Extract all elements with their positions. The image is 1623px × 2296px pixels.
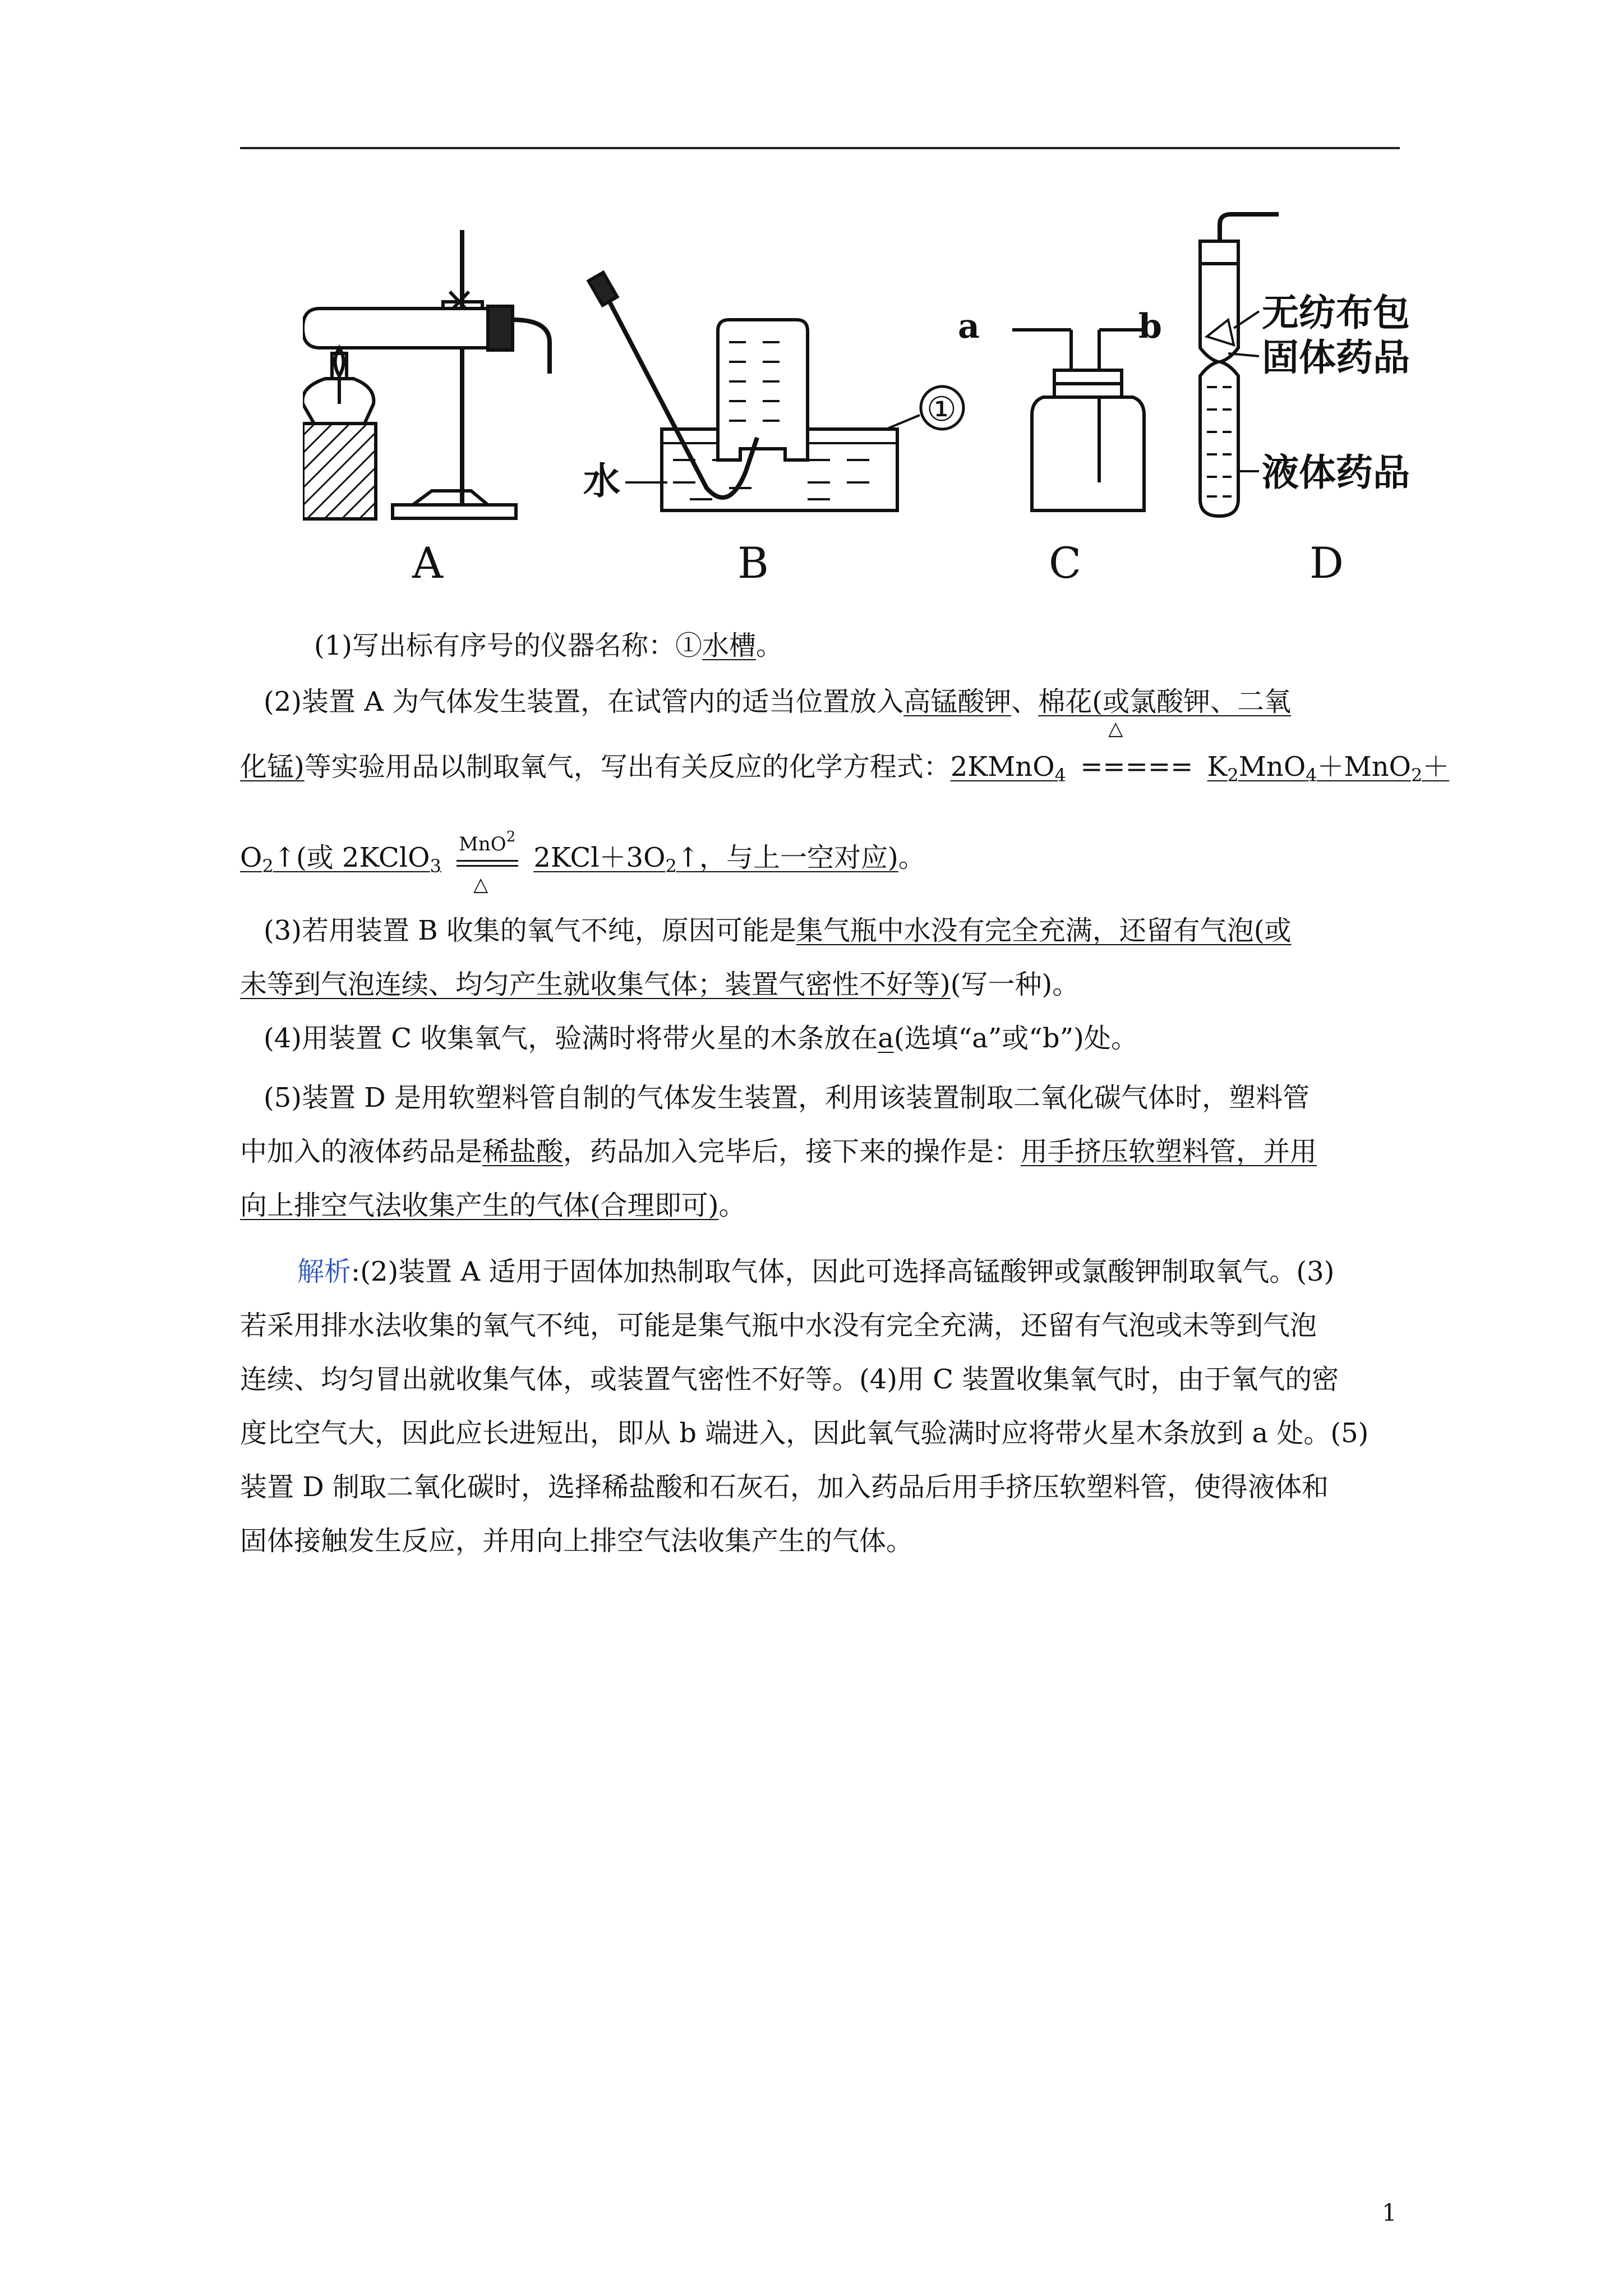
water-label: 水	[583, 459, 620, 503]
analysis-line2: 若采用排水法收集的氧气不纯，可能是集气瓶中水没有完全充满，还留有气泡或未等到气泡	[240, 1310, 1317, 1341]
q2-answer-2a: 棉花(或氯酸钾、二氧	[1038, 686, 1291, 717]
q3-answer-a: 集气瓶中水没有完全充满，还留有气泡(或	[796, 915, 1292, 946]
port-b-label: b	[1138, 307, 1162, 346]
analysis-line5: 装置 D 制取二氧化碳时，选择稀盐酸和石灰石，加入药品后用手挤压软塑料管，使得液体和	[240, 1471, 1329, 1503]
question-5-line1: (5)装置 D 是用软塑料管自制的气体发生装置，利用该装置制取二氧化碳气体时，塑料管	[264, 1082, 1310, 1114]
q5-answer-2b: 向上排空气法收集产生的气体(合理即可)	[240, 1190, 719, 1221]
q5-answer-2a: 用手挤压软塑料管，并用	[1021, 1136, 1317, 1167]
question-2-line1: (2)装置 A 为气体发生装置，在试管内的适当位置放入高锰酸钾、棉花(或氯酸钾、二氧	[264, 686, 1291, 717]
equation-1-condition: △ =====	[1080, 717, 1193, 783]
analysis-line1: 解析:(2)装置 A 适用于固体加热制取气体，因此可选择高锰酸钾或氯酸钾制取氧气。(3)	[297, 1256, 1335, 1287]
analysis-line4: 度比空气大，因此应长进短出，即从 b 端进入，因此氧气验满时应将带火星木条放到 a 处。(5)	[240, 1418, 1369, 1449]
apparatus-c	[1012, 330, 1147, 510]
equation-2-condition: MnO$^2$ △	[457, 864, 518, 867]
apparatus-a	[303, 230, 550, 519]
question-5-line3: 向上排空气法收集产生的气体(合理即可)。	[240, 1190, 746, 1221]
port-a-label: a	[958, 307, 980, 346]
label-b: B	[737, 538, 769, 588]
q4-answer: a	[878, 1023, 894, 1054]
q1-answer: 水槽	[702, 630, 757, 661]
solid-label: 固体药品	[1262, 335, 1410, 379]
question-2-line2: 化锰)等实验用品以制取氧气，写出有关反应的化学方程式：2KMnO$_4$ △ ===== $K_2MnO_4+MnO_2+$	[240, 717, 1450, 786]
liquid-label: 液体药品	[1262, 450, 1410, 494]
question-3-line2: 未等到气泡连续、均匀产生就收集气体；装置气密性不好等)(写一种)。	[240, 969, 1080, 1000]
apparatus-figure	[303, 208, 1503, 606]
analysis-label: 解析	[297, 1256, 352, 1287]
question-3-line1: (3)若用装置 B 收集的氧气不纯，原因可能是集气瓶中水没有完全充满，还留有气泡(或	[264, 915, 1292, 946]
question-1: (1)写出标有序号的仪器名称：①水槽。	[314, 630, 783, 661]
circle-one-label: ①	[926, 390, 957, 429]
question-4: (4)用装置 C 收集氧气，验满时将带火星的木条放在a(选填“a”或“b”)处。	[264, 1023, 1138, 1054]
question-2-line3: $O_2↑$(或 2KClO$_3$ MnO$^2$ △ $2KCl+3O_2↑$，与上一空对应)。	[240, 829, 925, 896]
q3-answer-b: 未等到气泡连续、均匀产生就收集气体；装置气密性不好等)	[240, 969, 951, 1000]
apparatus-b	[589, 273, 963, 510]
q5-answer-1: 稀盐酸	[482, 1136, 564, 1167]
label-d: D	[1310, 538, 1344, 588]
label-c: C	[1049, 538, 1082, 588]
header-rule	[240, 147, 1400, 149]
question-5-line2: 中加入的液体药品是稀盐酸，药品加入完毕后，接下来的操作是：用手挤压软塑料管，并用	[240, 1136, 1317, 1167]
bag-label: 无纺布包	[1262, 291, 1410, 334]
label-a: A	[412, 538, 443, 588]
analysis-line3: 连续、均匀冒出就收集气体，或装置气密性不好等。(4)用 C 装置收集氧气时，由于氧气的密	[240, 1364, 1339, 1395]
q2-answer-1: 高锰酸钾	[903, 686, 1012, 717]
page-number: 1	[1382, 2199, 1397, 2226]
q2-answer-2b: 化锰)	[240, 751, 305, 783]
analysis-line6: 固体接触发生反应，并用向上排空气法收集产生的气体。	[240, 1525, 914, 1557]
equation-1: 2KMnO$_4$	[950, 751, 1066, 786]
